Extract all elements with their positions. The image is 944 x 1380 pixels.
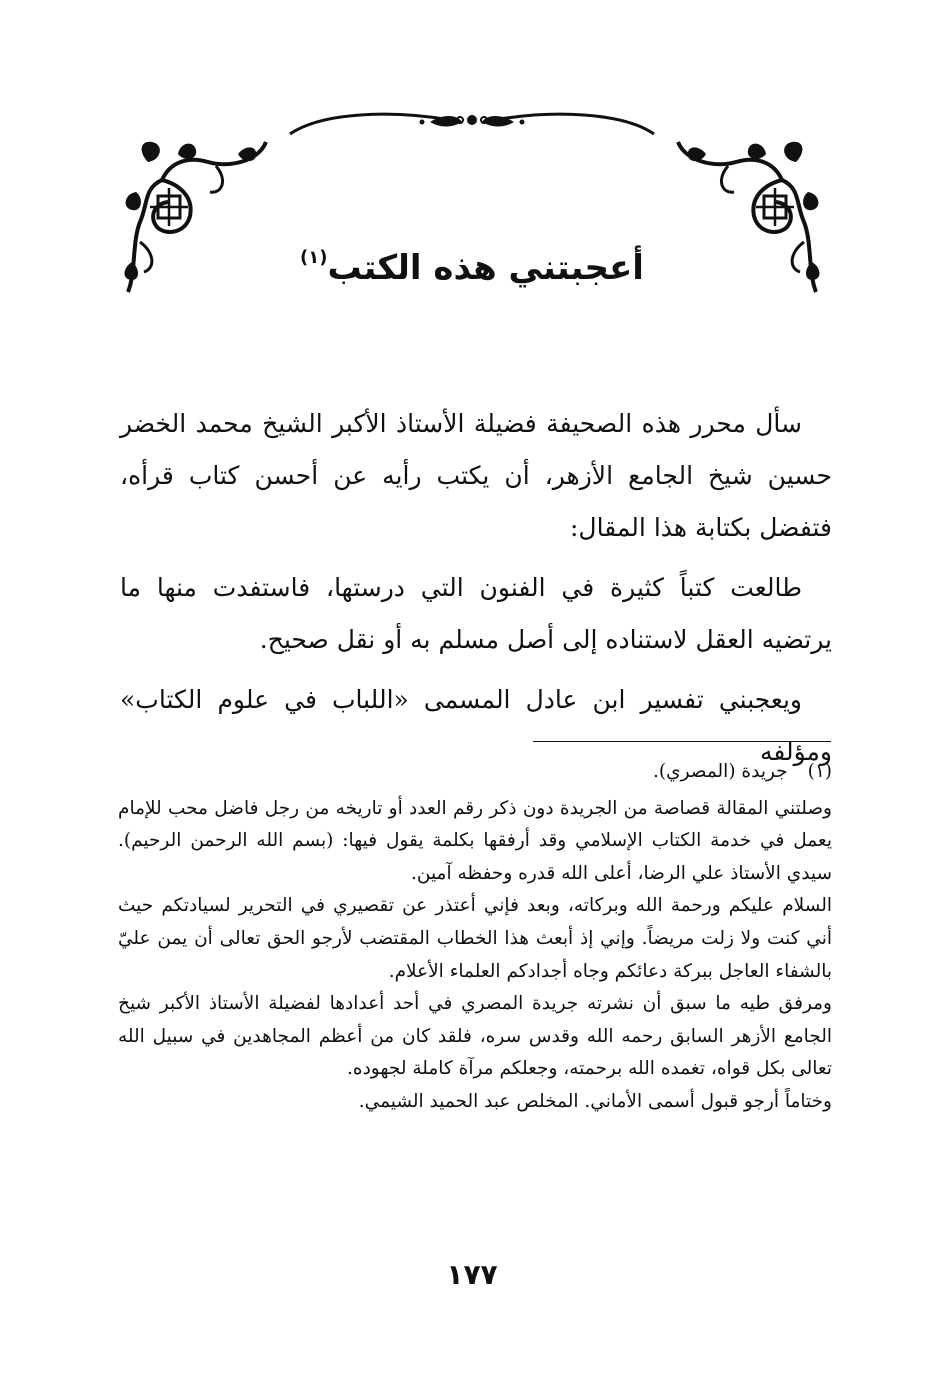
body-paragraph-2: طالعت كتباً كثيرة في الفنون التي درستها، فاستفدت منها ما يرتضيه العقل لاستناده إلى أصل مسلم به أو نقل صحيح. <box>120 573 832 654</box>
footnote-separator <box>533 741 831 742</box>
footnote-paragraph-1: وصلتني المقالة قصاصة من الجريدة دون ذكر رقم العدد أو تاريخه من رجل فاضل محب للإمام يعمل في خدمة الكتاب الإسلامي وقد أرفقها بكلمة يقول فيها: (بسم الله الرحمن الرحيم). سيدي الأستاذ علي الرضا، أعلى الله قدره وحفظه آمين. <box>118 797 832 884</box>
chapter-title <box>200 228 744 298</box>
footnote-paragraph-4: وختاماً أرجو قبول أسمى الأماني. المخلص عبد الحميد الشيمي. <box>358 1090 832 1112</box>
footnote-source: جريدة (المصري). <box>653 761 788 782</box>
footnote-paragraph-3: ومرفق طيه ما سبق أن نشرته جريدة المصري في أحد أعدادها لفضيلة الأستاذ الأكبر شيخ الجامع الأزهر السابق رحمه الله وقدس سره، فلقد كان من أعظم المجاهدين في سبيل الله تعالى بكل قواه، تغمده الله برحمته، وجعلكم مرآة كاملة لجهوده. <box>118 993 832 1080</box>
header-swash-ornament <box>282 100 662 140</box>
title-footnote-marker[interactable]: (١) <box>300 247 328 268</box>
footnote-heading <box>118 756 832 789</box>
footnote-paragraph-2: السلام عليكم ورحمة الله وبركاته، وبعد فإني أعتذر عن تقصيري في التحرير لسيادتكم حيث أني كنت ولا زلت مريضاً. وإني إذ أبعث هذا الخطاب المقتضب لأرجو الحق تعالى أن يمن عليّ بالشفاء العاجل ببركة دعائكم وجاه أجدادكم العلماء الأعلام. <box>118 895 832 982</box>
footnotes-section <box>118 756 832 1119</box>
footnote-number: (١) <box>807 761 832 782</box>
article-body <box>120 398 832 786</box>
body-paragraph-1: سأل محرر هذه الصحيفة فضيلة الأستاذ الأكبر الشيخ محمد الخضر حسين شيخ الجامع الأزهر، أن يكتب رأيه عن أحسن كتاب قرأه، فتفضل بكتابة هذا المقال: <box>120 409 832 542</box>
page-number: ١٧٧ <box>446 1258 498 1291</box>
chapter-title-text: أعجبتني هذه الكتب <box>327 248 644 288</box>
body-paragraph-3: ويعجبني تفسير ابن عادل المسمى «اللباب في علوم الكتاب» ومؤلفه <box>120 685 832 766</box>
